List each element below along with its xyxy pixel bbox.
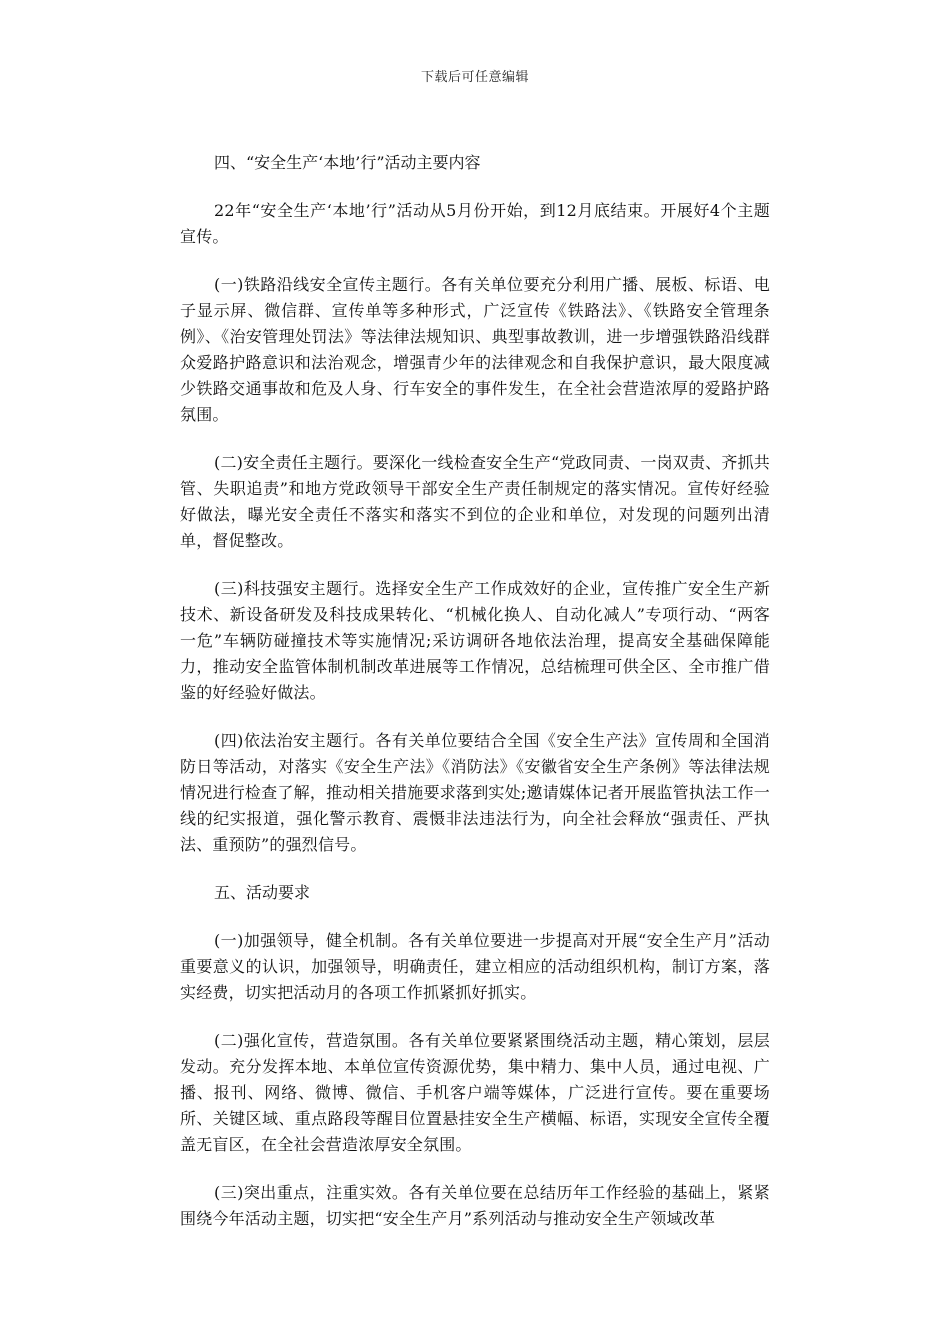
- section-4-intro: 22年“安全生产‘本地’行”活动从5月份开始，到12月底结束。开展好4个主题宣传。: [180, 201, 770, 246]
- section-4-title: 四、“安全生产‘本地’行”活动主要内容: [214, 153, 481, 172]
- section-5-item-3: (三)突出重点，注重实效。各有关单位要在总结历年工作经验的基础上，紧紧围绕今年活动主题，切实把“安全生产月”系列活动与推动安全生产领域改革: [180, 1183, 770, 1228]
- section-4-item-4: (四)依法治安主题行。各有关单位要结合全国《安全生产法》宣传周和全国消防日等活动，对落实《安全生产法》《消防法》《安徽省安全生产条例》等法律法规情况进行检查了解，推动相关措施要求落到实处;邀请媒体记者开展监管执法工作一线的纪实报道，强化警示教育、震慑非法违法行为，向全社会释放“强责任、严执法、重预防”的强烈信号。: [180, 731, 770, 854]
- document-body: [180, 150, 770, 1254]
- header-note: 下载后可任意编辑: [420, 70, 529, 85]
- section-5-title: 五、活动要求: [214, 883, 311, 902]
- section-4-item-3: (三)科技强安主题行。选择安全生产工作成效好的企业，宣传推广安全生产新技术、新设备研发及科技成果转化、“机械化换人、自动化减人”专项行动、“两客一危”车辆防碰撞技术等实施情况;采访调研各地依法治理，提高安全基础保障能力，推动安全监管体制机制改革进展等工作情况，总结梳理可供全区、全市推广借鉴的好经验好做法。: [180, 579, 770, 702]
- section-5-item-1: (一)加强领导，健全机制。各有关单位要进一步提高对开展“安全生产月”活动重要意义的认识，加强领导，明确责任，建立相应的活动组织机构，制订方案，落实经费，切实把活动月的各项工作抓紧抓好抓实。: [180, 931, 770, 1002]
- section-4-item-1: (一)铁路沿线安全宣传主题行。各有关单位要充分利用广播、展板、标语、电子显示屏、微信群、宣传单等多种形式，广泛宣传《铁路法》、《铁路安全管理条例》、《治安管理处罚法》等法律法规知识、典型事故教训，进一步增强铁路沿线群众爱路护路意识和法治观念，增强青少年的法律观念和自我保护意识，最大限度减少铁路交通事故和危及人身、行车安全的事件发生，在全社会营造浓厚的爱路护路氛围。: [180, 275, 770, 424]
- section-4-item-2: (二)安全责任主题行。要深化一线检查安全生产“党政同责、一岗双责、齐抓共管、失职追责”和地方党政领导干部安全生产责任制规定的落实情况。宣传好经验好做法，曝光安全责任不落实和落实不到位的企业和单位，对发现的问题列出清单，督促整改。: [180, 453, 770, 550]
- section-5-item-2: (二)强化宣传，营造氛围。各有关单位要紧紧围绕活动主题，精心策划，层层发动。充分发挥本地、本单位宣传资源优势，集中精力、集中人员，通过电视、广播、报刊、网络、微博、微信、手机客户端等媒体，广泛进行宣传。要在重要场所、关键区域、重点路段等醒目位置悬挂安全生产横幅、标语，实现安全宣传全覆盖无盲区，在全社会营造浓厚安全氛围。: [180, 1031, 770, 1154]
